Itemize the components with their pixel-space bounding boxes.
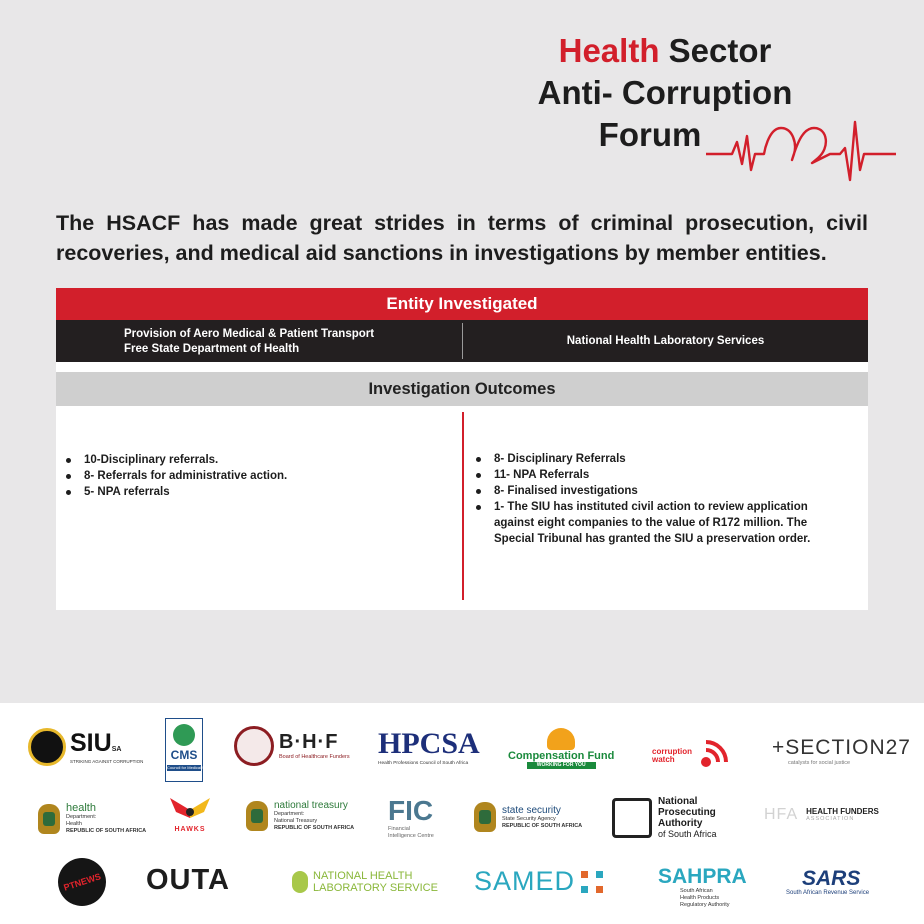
hfa-logo (764, 806, 879, 824)
outcomes-body (56, 406, 868, 610)
bhf-logo (234, 726, 350, 766)
treasury-text: national treasury (274, 800, 348, 811)
cms-subtitle: Council for Medical Schemes (167, 765, 219, 770)
health-dept-sub3: REPUBLIC OF SOUTH AFRICA (66, 828, 147, 834)
siu-sa-text: SA (111, 746, 122, 753)
coat-of-arms-icon (474, 802, 496, 832)
hpcsa-text: HPCSA (378, 727, 480, 760)
fic-text: FIC (388, 795, 434, 826)
treasury-sub2: National Treasury (274, 818, 318, 824)
npa-line4: of South Africa (658, 829, 717, 839)
hfa-text: HFA (764, 806, 799, 823)
list-item: 8- Referrals for administrative action. (56, 468, 436, 484)
cms-logo (165, 718, 219, 782)
hfa-name: HEALTH FUNDERS (806, 807, 879, 816)
coat-of-arms-icon (38, 804, 60, 834)
hfa-subtitle: ASSOCIATION (806, 816, 855, 822)
state-security-sub1: State Security Agency (502, 815, 556, 822)
section27-logo (772, 736, 911, 767)
corruption-watch-logo (652, 738, 734, 774)
list-item: 1- The SIU has instituted civil action to review application against eight companies to the value of R172 million. The Special Tribunal has granted the SIU a preservation order. (466, 499, 826, 547)
hpcsa-subtitle: Health Professions Council of South Africa (378, 761, 469, 766)
cms-text: CMS (170, 748, 198, 762)
sahpra-sub1: South African (680, 888, 713, 894)
list-item: 8- Finalised investigations (466, 483, 826, 499)
hpcsa-logo (378, 728, 480, 767)
siu-seal-icon (28, 728, 66, 766)
heartbeat-heart-icon (706, 108, 896, 192)
hawks-logo (168, 796, 212, 833)
state-security-text: state security (502, 804, 561, 816)
list-item: 8- Disciplinary Referrals (466, 451, 826, 467)
samed-text: SAMED (474, 866, 576, 896)
ptnews-text: PTNEWS (62, 871, 102, 893)
nhls-emblem-icon (292, 871, 308, 893)
hawks-text: HAWKS (174, 826, 206, 833)
nhls-logo (292, 870, 438, 894)
samed-logo (474, 866, 605, 897)
entity-header: Entity Investigated (56, 288, 868, 320)
entity-row (56, 320, 868, 362)
sars-text: SARS (802, 867, 861, 890)
list-item: 11- NPA Referrals (466, 467, 826, 483)
title-line-3: Forum (598, 116, 702, 153)
bhf-subtitle: Board of Healthcare Funders (279, 754, 350, 760)
title-sector-word: Sector (668, 32, 772, 69)
entity-left-cell (124, 327, 374, 357)
npa-line3: Authority (658, 818, 703, 829)
compensation-text: Compensation Fund (508, 750, 615, 762)
compensation-subtitle: WORKING FOR YOU (527, 762, 596, 769)
npa-line2: Prosecuting (658, 807, 716, 818)
ptnews-logo (58, 858, 106, 906)
state-security-logo (474, 802, 582, 832)
fic-logo (388, 796, 434, 840)
outa-text: OUTA (146, 864, 231, 896)
health-dept-sub2: Health (66, 821, 82, 827)
sahpra-sub3: Regulatory Authority (680, 902, 730, 908)
entity-left-line2: Free State Department of Health (124, 343, 300, 355)
npa-line1: National (658, 796, 698, 807)
list-item: 10-Disciplinary referrals. (56, 452, 436, 468)
samed-burst-icon (579, 869, 605, 895)
health-dept-text: health (66, 802, 96, 814)
bhf-emblem-icon (234, 726, 274, 766)
state-security-sub2: REPUBLIC OF SOUTH AFRICA (502, 822, 583, 829)
nhls-line1: NATIONAL HEALTH (313, 870, 413, 882)
section27-text: +SECTION27 (772, 736, 911, 759)
title-health-word: Health (558, 32, 660, 69)
siu-tagline: STRIKING AGAINST CORRUPTION (70, 759, 144, 764)
corruption-watch-line1: corruption (652, 747, 692, 756)
list-item: 5- NPA referrals (56, 484, 436, 500)
outcomes-left-list (56, 452, 436, 500)
outa-logo (146, 864, 230, 897)
intro-paragraph: The HSACF has made great strides in terms of criminal prosecution, civil recoveries, and medical aid sanctions in investigations by member entities. (56, 211, 868, 265)
hawk-wings-icon (168, 796, 212, 826)
outcomes-divider (462, 412, 464, 600)
nhls-line2: LABORATORY SERVICE (313, 882, 438, 894)
outcomes-right-list (466, 451, 826, 547)
treasury-sub1: Department: (274, 811, 305, 817)
health-dept-sub1: Department: (66, 814, 97, 820)
entity-right-cell: National Health Laboratory Services (566, 335, 765, 347)
title-line-2: Anti- Corruption (537, 74, 793, 111)
sahpra-text: SAHPRA (658, 865, 747, 888)
treasury-sub3: REPUBLIC OF SOUTH AFRICA (274, 825, 355, 831)
coat-of-arms-icon (246, 801, 268, 831)
siu-logo (28, 728, 143, 766)
sahpra-sub2: Health Products (680, 895, 720, 901)
bhf-text: B·H·F (279, 731, 339, 753)
national-treasury-logo (246, 800, 354, 832)
cms-emblem-icon (173, 724, 195, 746)
compensation-sun-icon (547, 728, 575, 750)
fic-sub1: Financial (388, 826, 411, 832)
sars-subtitle: South African Revenue Service (786, 890, 870, 896)
outcomes-header: Investigation Outcomes (56, 372, 868, 406)
npa-logo (612, 796, 717, 840)
npa-emblem-icon (612, 798, 652, 838)
corruption-watch-line2: watch (652, 755, 675, 764)
signal-wave-icon (694, 738, 734, 774)
section27-subtitle: catalysts for social justice (788, 760, 851, 766)
health-department-logo (38, 802, 146, 835)
siu-text: SIU (70, 729, 112, 757)
investigation-table (56, 288, 868, 610)
compensation-fund-logo (508, 728, 614, 769)
sars-logo (786, 868, 869, 897)
entity-left-line1: Provision of Aero Medical & Patient Transport (124, 328, 375, 340)
sahpra-logo (658, 866, 747, 909)
fic-sub2: Intelligence Centre (388, 833, 434, 839)
